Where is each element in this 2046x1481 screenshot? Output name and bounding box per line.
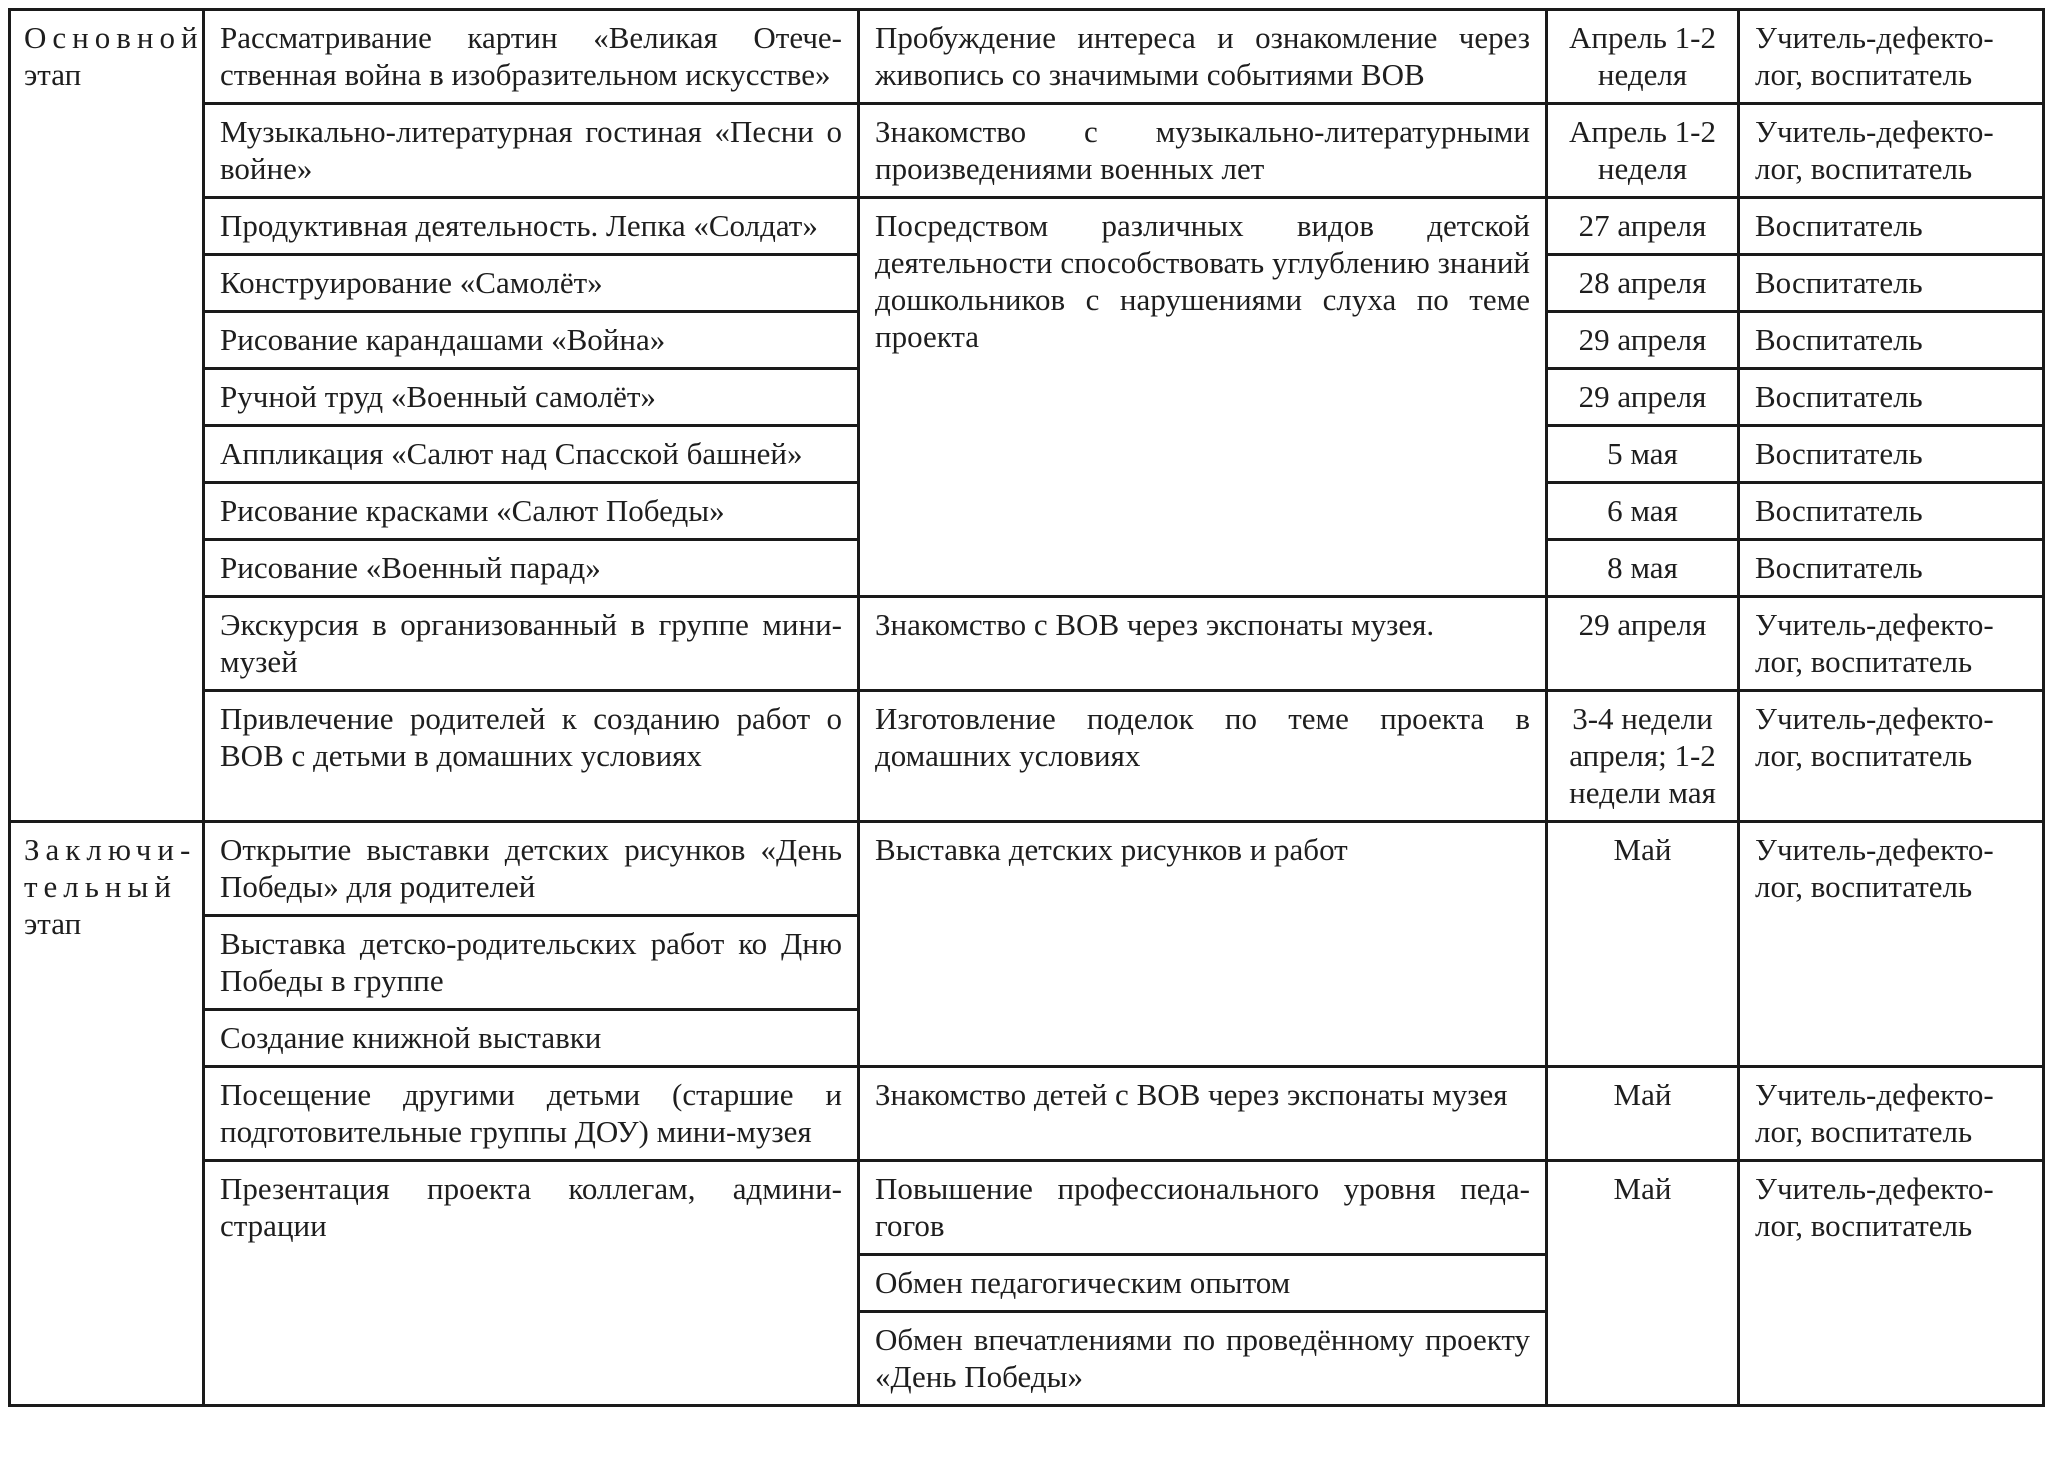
goal-cell: Знакомство с ВОВ через экспонаты музея. [859, 597, 1547, 691]
stage-label-line: этап [24, 57, 82, 92]
date-cell: 29 апреля [1547, 597, 1739, 691]
table-row [10, 691, 2044, 822]
responsible-cell: Учитель-дефектолог, воспитатель [1739, 1161, 2044, 1406]
activity-cell: Привлечение родителей к созданию работ о ВОВ с детьми в домашних условиях [204, 691, 859, 822]
stage-label-line: тельный [24, 869, 177, 904]
date-cell: Май [1547, 822, 1739, 1067]
stage-cell-final [10, 822, 204, 1406]
activity-cell: Экскурсия в организованный в группе мини-музей [204, 597, 859, 691]
table-row [10, 104, 2044, 198]
date-cell: 27 апреля [1547, 198, 1739, 255]
date-cell: Май [1547, 1161, 1739, 1406]
responsible-cell: Учитель-дефектолог, воспитатель [1739, 691, 2044, 822]
goal-cell: Обмен впечатлениями по проведённому проекту «День Победы» [859, 1312, 1547, 1406]
date-cell: 6 мая [1547, 483, 1739, 540]
date-cell: 28 апреля [1547, 255, 1739, 312]
activity-cell: Выставка детско-родительских работ ко Дню Победы в группе [204, 916, 859, 1010]
table-row [10, 822, 2044, 916]
responsible-cell: Учитель-дефектолог, воспитатель [1739, 104, 2044, 198]
activity-cell: Аппликация «Салют над Спасской башней» [204, 426, 859, 483]
activity-cell: Рисование красками «Салют Победы» [204, 483, 859, 540]
date-cell: Май [1547, 1067, 1739, 1161]
responsible-cell: Воспитатель [1739, 369, 2044, 426]
activity-cell: Музыкально-литературная гостиная «Песни о войне» [204, 104, 859, 198]
activity-cell: Продуктивная деятельность. Лепка «Солдат» [204, 198, 859, 255]
stage-label-line: Основной [24, 20, 204, 55]
date-cell: 3-4 недели апреля; 1-2 недели мая [1547, 691, 1739, 822]
responsible-cell: Воспитатель [1739, 426, 2044, 483]
date-cell: 5 мая [1547, 426, 1739, 483]
activity-cell: Рисование «Военный парад» [204, 540, 859, 597]
responsible-cell: Воспитатель [1739, 312, 2044, 369]
table-row [10, 1161, 2044, 1255]
goal-cell: Знакомство с музыкально-литературными произведениями военных лет [859, 104, 1547, 198]
stage-label-line: Заключи- [24, 832, 197, 867]
responsible-cell: Воспитатель [1739, 483, 2044, 540]
activity-cell: Открытие выставки детских рисунков «День Победы» для родителей [204, 822, 859, 916]
responsible-cell: Воспитатель [1739, 540, 2044, 597]
activity-cell: Создание книжной выставки [204, 1010, 859, 1067]
date-cell: 8 мая [1547, 540, 1739, 597]
goal-cell: Знакомство детей с ВОВ через экспонаты музея [859, 1067, 1547, 1161]
goal-cell: Выставка детских рисунков и работ [859, 822, 1547, 1067]
goal-cell: Повышение профессионального уровня педагогов [859, 1161, 1547, 1255]
table-row [10, 10, 2044, 104]
date-cell: Апрель 1-2 неделя [1547, 10, 1739, 104]
activity-cell: Конструирование «Самолёт» [204, 255, 859, 312]
activity-cell: Презентация проекта коллегам, администрации [204, 1161, 859, 1406]
date-cell: 29 апреля [1547, 369, 1739, 426]
activity-cell: Посещение другими детьми (старшие и подготовительные группы ДОУ) мини-музея [204, 1067, 859, 1161]
stage-label-line: этап [24, 906, 82, 941]
date-cell: 29 апреля [1547, 312, 1739, 369]
responsible-cell: Учитель-дефектолог, воспитатель [1739, 597, 2044, 691]
activity-cell: Ручной труд «Военный самолёт» [204, 369, 859, 426]
goal-cell: Изготовление поделок по теме проекта в домашних условиях [859, 691, 1547, 822]
goal-cell: Обмен педагогическим опытом [859, 1255, 1547, 1312]
date-cell: Апрель 1-2 неделя [1547, 104, 1739, 198]
activity-cell: Рассматривание картин «Великая Отечественная война в изобразительном искусстве» [204, 10, 859, 104]
goal-cell: Посредством различных видов детской деятельности способствовать углублению знаний дошкольников с нарушениями слуха по теме проекта [859, 198, 1547, 597]
responsible-cell: Учитель-дефектолог, воспитатель [1739, 822, 2044, 1067]
table-row [10, 198, 2044, 255]
project-plan-table [8, 8, 2045, 1407]
responsible-cell: Воспитатель [1739, 198, 2044, 255]
goal-cell: Пробуждение интереса и ознакомление через живопись со значимыми событиями ВОВ [859, 10, 1547, 104]
responsible-cell: Учитель-дефектолог, воспитатель [1739, 10, 2044, 104]
responsible-cell: Воспитатель [1739, 255, 2044, 312]
table-row [10, 1067, 2044, 1161]
table-row [10, 597, 2044, 691]
stage-cell-main [10, 10, 204, 822]
responsible-cell: Учитель-дефектолог, воспитатель [1739, 1067, 2044, 1161]
activity-cell: Рисование карандашами «Война» [204, 312, 859, 369]
